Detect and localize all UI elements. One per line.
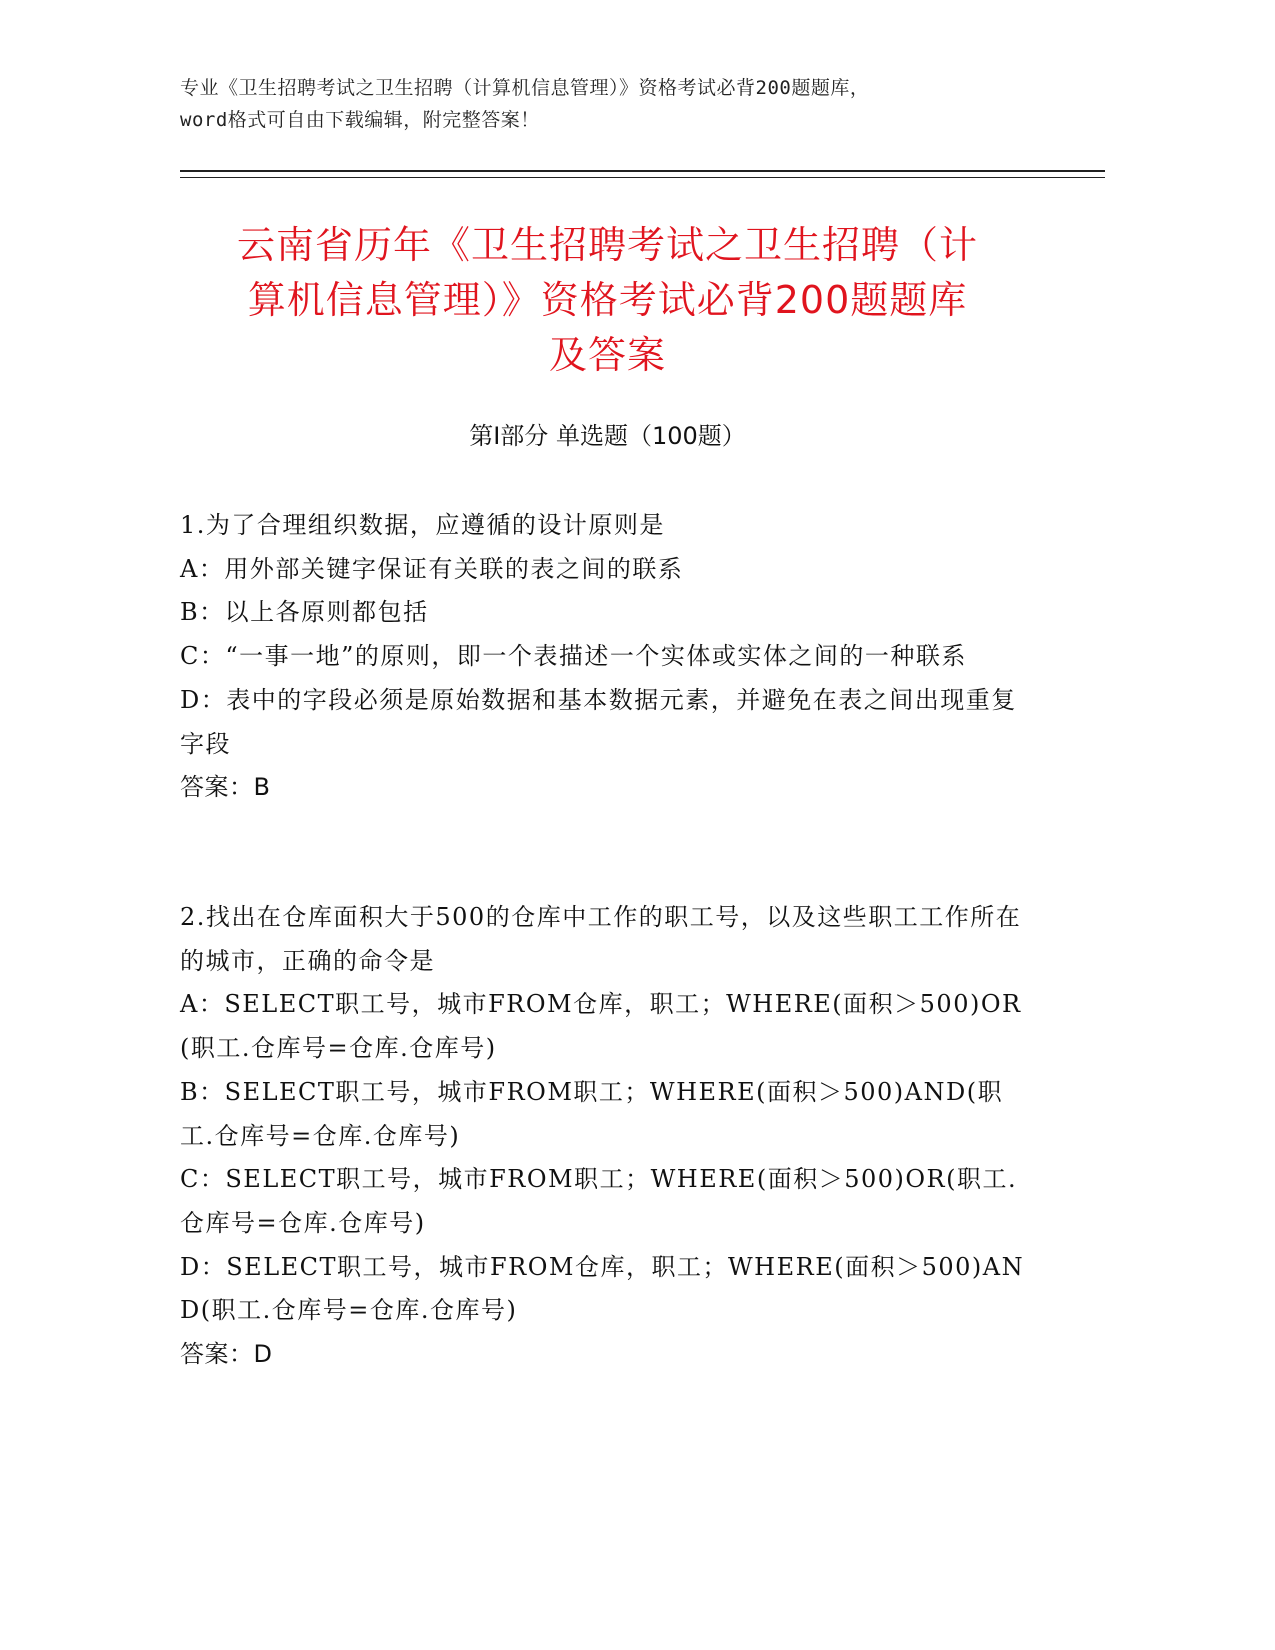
option-c: C：“一事一地”的原则，即一个表描述一个实体或实体之间的一种联系 (180, 642, 967, 671)
section-heading: 第Ⅰ部分 单选题（100题） (469, 422, 746, 450)
header-rule-thin (180, 177, 1105, 178)
question-1 (180, 504, 1035, 810)
document-title-line-3: 及答案 (548, 333, 666, 377)
document-title (180, 218, 1035, 383)
header-note-line-2: word格式可自由下载编辑，附完整答案！ (180, 109, 540, 131)
document-title-line-2: 算机信息管理）》资格考试必背200题题库 (247, 278, 968, 322)
option-d: D：SELECT职工号，城市FROM仓库，职工；WHERE(面积＞500)AND(职工.仓库号=仓库.仓库号) (180, 1252, 1025, 1325)
option-b: B：SELECT职工号，城市FROM职工；WHERE(面积＞500)AND(职工.仓库号=仓库.仓库号) (180, 1077, 1004, 1150)
answer: 答案：D (180, 1340, 273, 1369)
option-d: D：表中的字段必须是原始数据和基本数据元素，并避免在表之间出现重复字段 (180, 685, 1017, 758)
option-c: C：SELECT职工号，城市FROM职工；WHERE(面积＞500)OR(职工.仓库号=仓库.仓库号) (180, 1165, 1018, 1237)
answer: 答案：B (180, 773, 271, 802)
option-a: A：用外部关键字保证有关联的表之间的联系 (180, 554, 684, 583)
header-rule-thick (180, 170, 1105, 172)
option-a: A：SELECT职工号，城市FROM仓库，职工；WHERE(面积＞500)OR(职工.仓库号=仓库.仓库号) (180, 990, 1022, 1063)
question-stem: 2.找出在仓库面积大于500的仓库中工作的职工号，以及这些职工工作所在的城市，正确的命令是 (180, 903, 1022, 975)
header-note-line-1: 专业《卫生招聘考试之卫生招聘（计算机信息管理）》资格考试必背200题题库， (180, 77, 870, 99)
question-2 (180, 896, 1035, 1377)
document-title-line-1: 云南省历年《卫生招聘考试之卫生招聘（计 (236, 223, 978, 267)
question-stem: 1.为了合理组织数据，应遵循的设计原则是 (180, 511, 665, 539)
option-b: B：以上各原则都包括 (180, 598, 429, 627)
header-note (180, 72, 1080, 136)
